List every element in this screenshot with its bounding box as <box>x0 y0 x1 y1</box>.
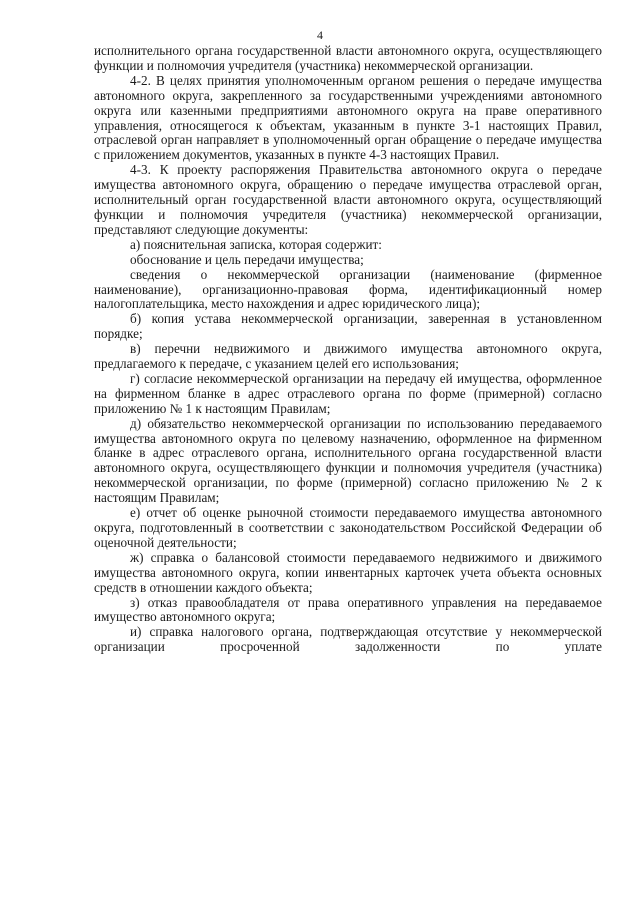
paragraph-continuation: исполнительного органа государственной власти автономного округа, осуществляющего функции и полномочия учредителя (участника) некоммерческой организации. <box>94 43 602 73</box>
list-item-i: и) справка налогового органа, подтверждающая отсутствие у некоммерческой организации просроченной задолженности по уплате <box>94 624 602 655</box>
list-item-g: г) согласие некоммерческой организации на передачу ей имущества, оформленное на фирменном бланке в адрес отраслевого органа по форме (примерной) согласно приложению № 1 к настоящим Правилам; <box>94 370 602 416</box>
list-item-a-purpose: обоснование и цель передачи имущества; <box>130 251 364 267</box>
list-item-a-org-info: сведения о некоммерческой организации (наименование (фирменное наименование), организационно-правовая форма, идентификационный номер налогоплательщика, место нахождения и адрес юридического лица); <box>94 266 602 312</box>
list-item-v: в) перечни недвижимого и движимого имущества автономного округа, предлагаемого к передаче, с указанием целей его использования; <box>94 341 602 372</box>
list-item-zh: ж) справка о балансовой стоимости передаваемого недвижимого и движимого имущества автономного округа, копии инвентарных карточек учета объекта основных средств в отношении каждого объекта; <box>94 549 602 595</box>
paragraph-4-2: 4-2. В целях принятия уполномоченным органом решения о передаче имущества автономного округа, закрепленного за государственными учреждениями автономного округа или казенными предприятиями автономного округа на праве оперативного управления, относящегося к объектам, указанным в пункте 3-1 настоящих Правил, отраслевой орган направляет в уполномоченный орган обращение о передаче имущества с приложением документов, указанных в пункте 4-3 настоящих Правил. <box>94 72 602 163</box>
list-item-b: б) копия устава некоммерческой организации, заверенная в установленном порядке; <box>94 311 602 342</box>
paragraph-4-3: 4-3. К проекту распоряжения Правительства автономного округа о передаче имущества автономного округа, обращению о передаче имущества отраслевой орган, исполнительный орган государственной власти автономного округа, осуществляющий функции и полномочия учредителя (участника) некоммерческой организации, представляют следующие документы: <box>94 162 602 237</box>
list-item-z: з) отказ правообладателя от права оперативного управления на передаваемое имущество автономного округа; <box>94 594 602 625</box>
page-number: 4 <box>317 28 323 42</box>
list-item-e: е) отчет об оценке рыночной стоимости передаваемого имущества автономного округа, подготовленный в соответствии с законодательством Российской Федерации об оценочной деятельности; <box>94 505 602 550</box>
document-body <box>94 44 602 655</box>
list-item-d: д) обязательство некоммерческой организации по использованию передаваемого имущества автономного округа по целевому назначению, оформленное на фирменном бланке в адрес отраслевого органа, исполнительного органа государственной власти автономного округа, осуществляющего функции и полномочия учредителя (участника) некоммерческой организации, по форме (примерной) согласно приложению № 2 к настоящим Правилам; <box>94 415 602 506</box>
list-item-a: а) пояснительная записка, которая содержит: <box>130 236 382 252</box>
